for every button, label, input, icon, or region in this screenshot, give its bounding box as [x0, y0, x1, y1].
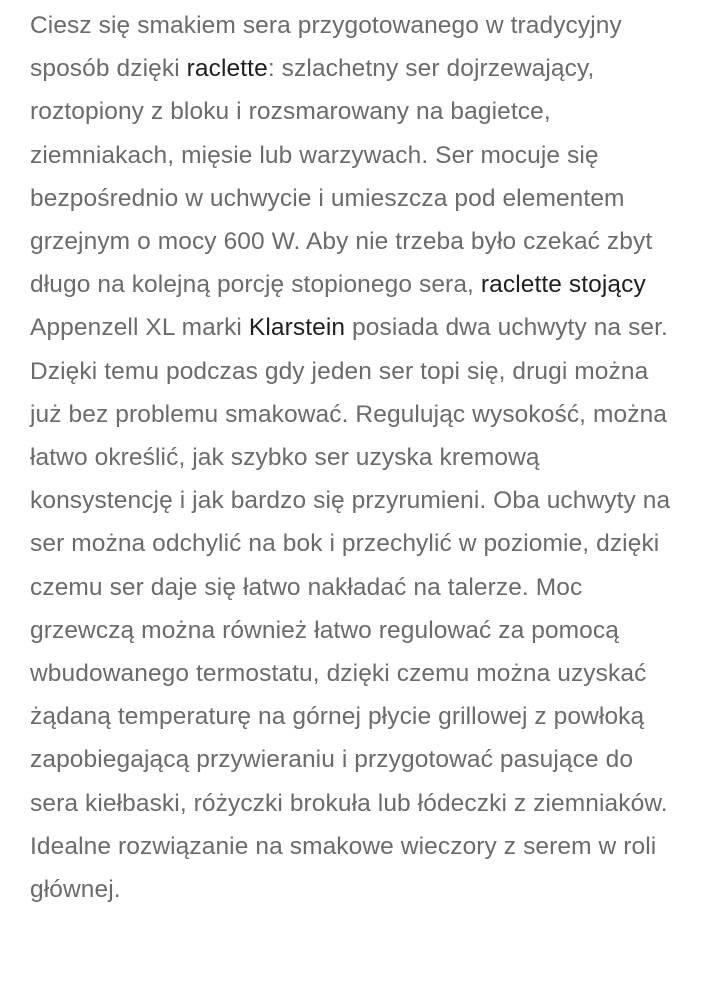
- link-raclette[interactable]: raclette: [186, 55, 268, 83]
- text-segment: Ciesz się smakiem sera przygotowanego w tradycyjny sposób dzięki: [30, 12, 622, 83]
- link-klarstein[interactable]: Klarstein: [248, 314, 346, 342]
- text-segment: : szlachetny ser dojrzewający, roztopiony z bloku i rozsmarowany na bagietce, ziemniakach, mięsie lub warzywach. Ser mocuje się bezpośrednio w uchwycie i umieszcza pod elementem grzejnym o mocy 600 W. Aby nie trzeba było czekać zbyt długo na kolejną porcję stopionego sera,: [30, 55, 653, 299]
- product-description-paragraph: [30, 4, 685, 911]
- text-segment: posiada dwa uchwyty na ser. Dzięki temu podczas gdy jeden ser topi się, drugi można już bez problemu smakować. Regulując wysokość, można łatwo określić, jak szybko ser uzyska kremową konsystencję i jak bardzo się przyrumieni. Oba uchwyty na ser można odchylić na bok i przechylić w poziomie, dzięki czemu ser daje się łatwo nakładać na talerze. Moc grzewczą można również łatwo regulować za pomocą wbudowanego termostatu, dzięki czemu można uzyskać żądaną temperaturę na górnej płycie grillowej z powłoką zapobiegającą przywieraniu i przygotować pasujące do sera kiełbaski, różyczki brokuła lub łódeczki z ziemniaków. Idealne rozwiązanie na smakowe wieczory z serem w roli głównej.: [30, 314, 671, 904]
- link-raclette-stojacy[interactable]: raclette stojący: [480, 271, 646, 299]
- text-segment: Appenzell XL marki: [30, 314, 249, 342]
